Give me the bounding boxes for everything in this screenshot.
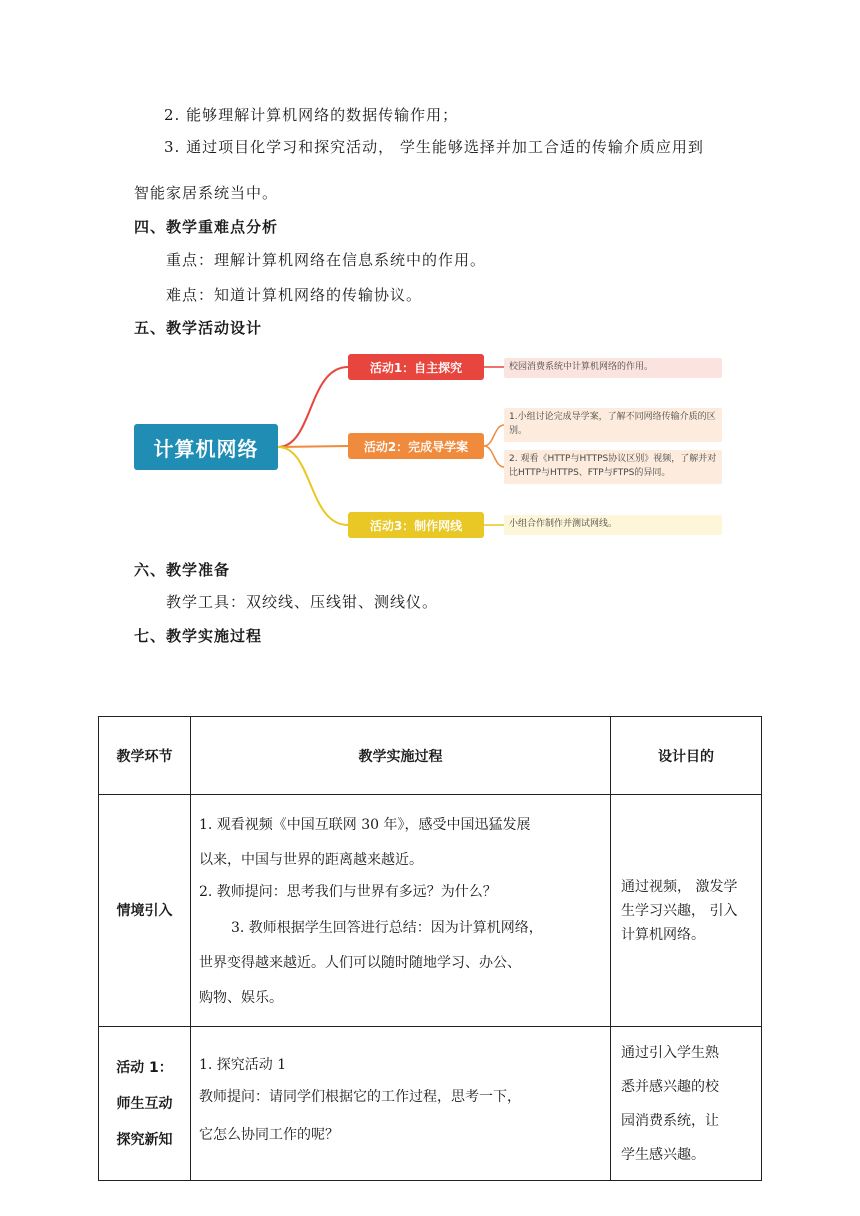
section-6-heading: 六、教学准备: [134, 561, 231, 579]
purpose-line: 通过引入学生熟: [621, 1044, 719, 1061]
process-line: 教师提问：请同学们根据它的工作过程，思考一下，: [199, 1089, 521, 1105]
purpose-cell: [611, 795, 762, 1027]
process-line: 它怎么协同工作的呢？: [199, 1127, 339, 1143]
process-cell: [191, 795, 611, 1027]
process-line: 2. 教师提问：思考我们与世界有多远？为什么？: [199, 883, 497, 900]
mindmap-activity-3: 活动3：制作网线: [348, 512, 484, 538]
table-header-row: [99, 717, 762, 795]
mindmap-root: 计算机网络: [134, 424, 278, 470]
header-purpose: 设计目的: [611, 717, 762, 795]
mindmap-activity-1: 活动1：自主探究: [348, 354, 484, 380]
mindmap-note-1: 校园消费系统中计算机网络的作用。: [504, 358, 722, 378]
process-line: 1. 探究活动 1: [199, 1057, 287, 1073]
section-4-heading: 四、教学重难点分析: [134, 218, 279, 236]
mindmap-note-2b: 2. 观看《HTTP与HTTPS协议区别》视频，了解并对比HTTP与HTTPS、FTP与FTPS的异同。: [504, 450, 722, 484]
purpose-line: 悉并感兴趣的校: [621, 1078, 719, 1095]
purpose-line: 生学习兴趣， 引入: [621, 902, 738, 919]
header-stage: 教学环节: [99, 717, 191, 795]
stage-line: 探究新知: [116, 1131, 173, 1148]
mindmap-note-2a: 1.小组讨论完成导学案，了解不同网络传输介质的区别。: [504, 408, 722, 442]
header-process: 教学实施过程: [191, 717, 611, 795]
stage-cell: 情境引入: [99, 795, 191, 1027]
table-row: [99, 1027, 762, 1181]
activity-mindmap: [128, 346, 728, 548]
section-7-heading: 七、教学实施过程: [134, 627, 263, 645]
stage-cell: [99, 1027, 191, 1181]
process-line: 3. 教师根据学生回答进行总结：因为计算机网络，: [231, 919, 543, 936]
key-point: 重点：理解计算机网络在信息系统中的作用。: [166, 251, 487, 269]
process-line: 购物、娱乐。: [199, 989, 283, 1006]
purpose-line: 计算机网络。: [621, 926, 705, 943]
teaching-tools: 教学工具：双绞线、压线钳、测线仪。: [166, 593, 439, 611]
process-line: 以来，中国与世界的距离越来越近。: [199, 851, 423, 868]
process-cell: [191, 1027, 611, 1181]
teaching-process-table: [98, 716, 762, 1181]
difficult-point: 难点：知道计算机网络的传输协议。: [166, 286, 423, 304]
process-line: 1. 观看视频《中国互联网 30 年》，感受中国迅猛发展: [199, 816, 531, 833]
purpose-line: 通过视频， 激发学: [621, 878, 738, 895]
purpose-line: 学生感兴趣。: [621, 1146, 705, 1163]
mindmap-activity-2: 活动2：完成导学案: [348, 433, 484, 459]
table-row: [99, 795, 762, 1027]
stage-line: 活动 1：: [116, 1059, 173, 1076]
stage-line: 师生互动: [116, 1095, 173, 1112]
section-5-heading: 五、教学活动设计: [134, 319, 263, 337]
mindmap-note-3: 小组合作制作并测试网线。: [504, 515, 722, 535]
objective-2: 2. 能够理解计算机网络的数据传输作用；: [164, 106, 459, 124]
process-line: 世界变得越来越近。人们可以随时随地学习、办公、: [199, 954, 521, 971]
purpose-line: 园消费系统，让: [621, 1112, 719, 1129]
objective-3-line1: 3. 通过项目化学习和探究活动， 学生能够选择并加工合适的传输介质应用到: [164, 138, 704, 156]
purpose-cell: [611, 1027, 762, 1181]
objective-3-line2: 智能家居系统当中。: [134, 184, 279, 202]
